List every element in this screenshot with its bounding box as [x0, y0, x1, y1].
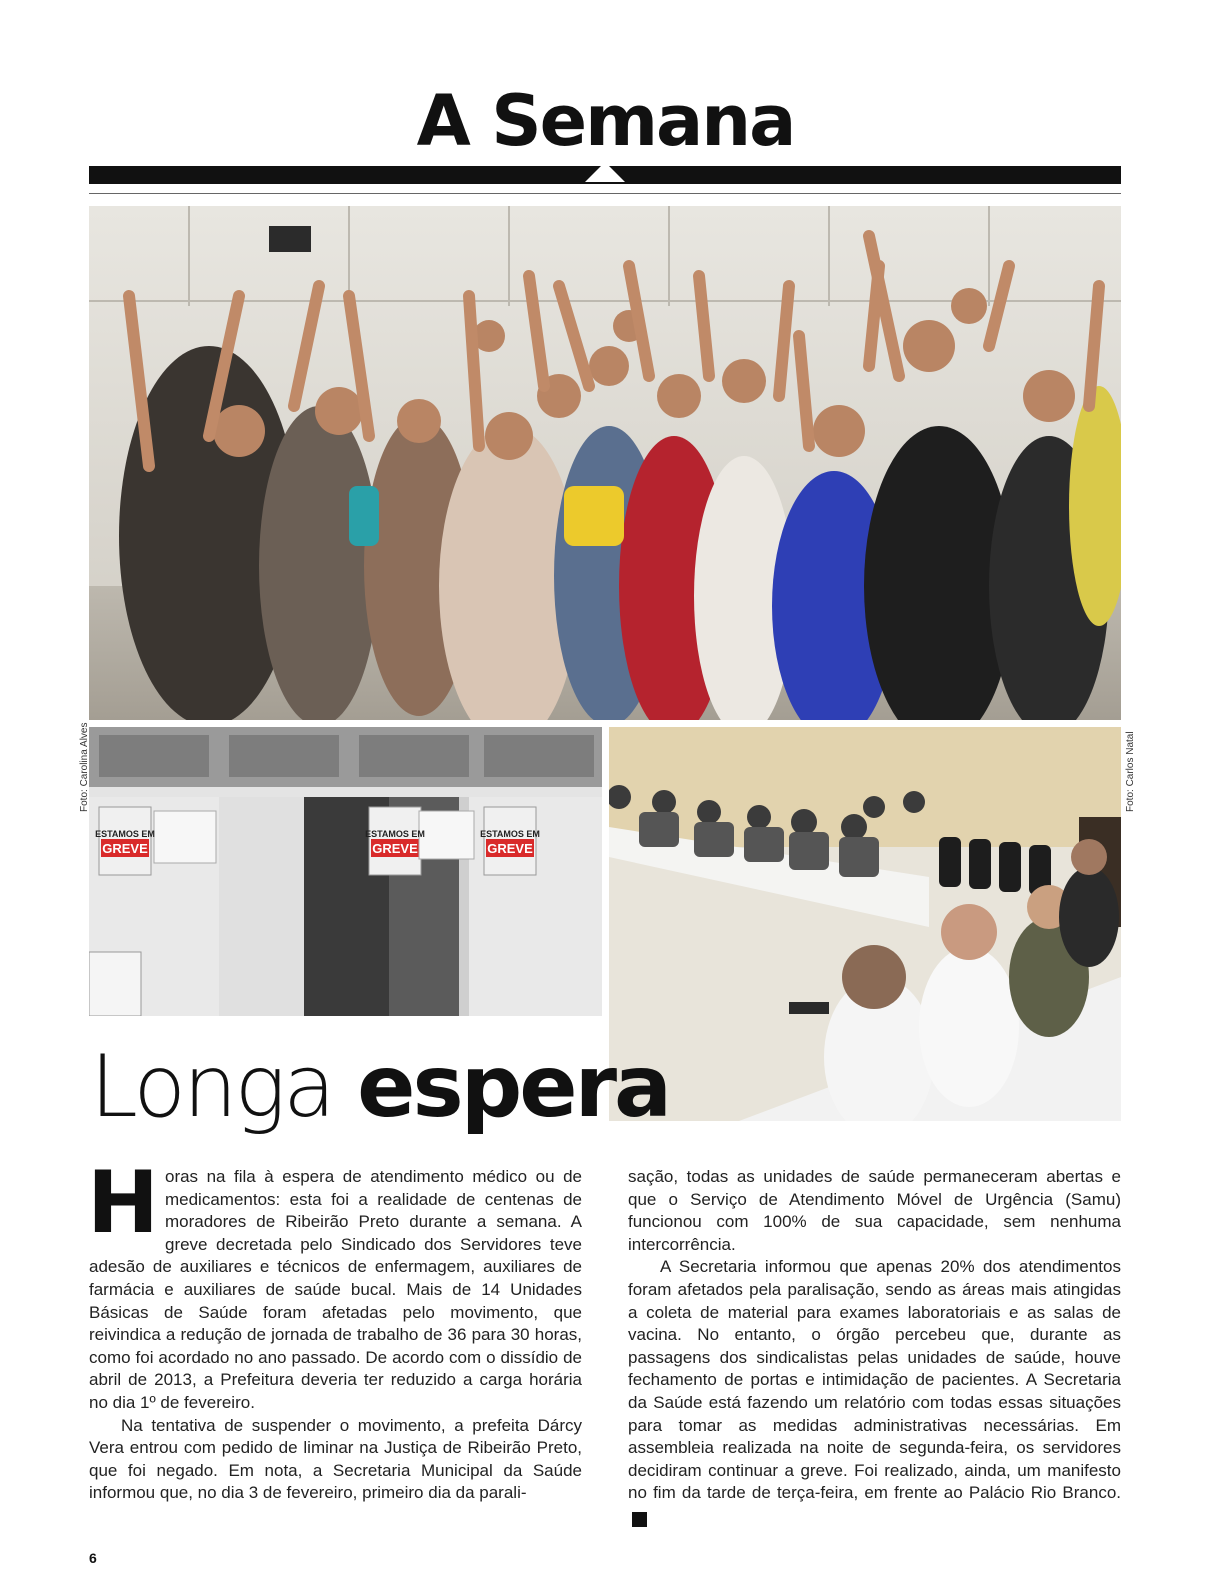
photo-credit-left: Foto: Carolina Alves: [79, 722, 90, 812]
dropcap: H: [87, 1153, 159, 1253]
headline-light: Longa: [90, 1037, 358, 1137]
paragraph-3-text: A Secretaria informou que apenas 20% dos atendimentos foram afetados pela paralisação, sendo as áreas mais atingidas a coleta de material para exames laboratoriais e as salas de vacina. No entanto, o órgão percebeu que, durante as passagens dos sindicalistas pelas unidades de saúde, houve fechamento de portas e intimidação de pacientes. A Secretaria da Saúde está fazendo um relatório com todas essas situações para tomar as medidas administrativas necessárias. Em assembleia realizada na noite de segunda-feira, os servidores decidiram continuar a greve. Foi realizado, ainda, um manifesto no fim da tarde de terça-feira, em frente ao Palácio Rio Branco.: [628, 1257, 1121, 1503]
sign-strike-top-middle: ESTAMOS EM: [365, 829, 425, 839]
sign-strike-right: GREVE: [487, 841, 533, 856]
main-photo-crowd: [89, 206, 1121, 720]
page-number: 6: [89, 1550, 97, 1566]
sign-strike-top-right: ESTAMOS EM: [480, 829, 540, 839]
article-column-left: [87, 1153, 582, 1505]
section-title: A Semana: [416, 80, 795, 162]
photo-credit-right: Foto: Carlos Natal: [1125, 731, 1136, 812]
paragraph-2-right: sação, todas as unidades de saúde permaneceram abertas e que o Serviço de Atendimento Móvel de Urgência (Samu) funcionou com 100% de sua capacidade, sem nenhuma intercorrência.: [628, 1167, 1121, 1254]
paragraph-1-text: oras na fila à espera de atendimento médico ou de medicamentos: esta foi a realidade de centenas de moradores de Ribeirão Preto durante a semana. A greve decretada pelo Sindicado dos Servidores teve adesão de auxiliares e técnicos de enfermagem, auxiliares de farmácia e auxiliares de saúde bucal. Mais de 14 Unidades Básicas de Saúde foram afetadas pelo movimento, que reivindica a redução de jornada de trabalho de 36 para 30 horas, como foi acordado no ano passado. De acordo com o dissídio de abril de 2013, a Prefeitura deveria ter reduzido a carga horária no dia 1º de fevereiro.: [89, 1167, 582, 1412]
photo-closed-unit: [89, 727, 602, 1016]
section-rule-notch: [585, 162, 625, 182]
article-headline: [90, 1037, 670, 1137]
article-column-right: [628, 1166, 1121, 1528]
paragraph-2-left: Na tentativa de suspender o movimento, a prefeita Dárcy Vera entrou com pedido de liminar na Justiça de Ribeirão Preto, que foi negado. Em nota, a Secretaria Municipal da Saúde informou que, no dia 3 de fevereiro, primeiro dia da parali-: [89, 1415, 582, 1503]
paragraph-3: [628, 1256, 1121, 1527]
paragraph-1: [87, 1153, 582, 1415]
photo-meeting: [609, 727, 1121, 1121]
sign-strike-left: GREVE: [102, 841, 148, 856]
sign-strike-top-left: ESTAMOS EM: [95, 829, 155, 839]
sign-strike-middle: GREVE: [372, 841, 418, 856]
headline-bold: espera: [357, 1037, 670, 1137]
section-rule-thin: [89, 193, 1121, 194]
end-mark-icon: r: [632, 1512, 647, 1527]
